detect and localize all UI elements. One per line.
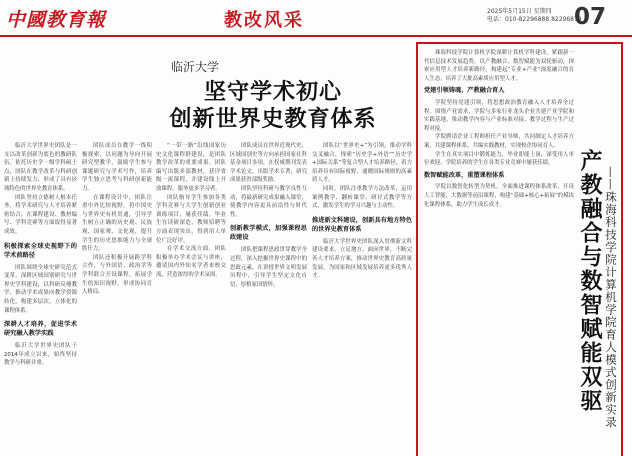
section-subhead: 数智赋能改革，重塑课程体系 (424, 171, 505, 179)
headline-line-2: 创新世界史教育体系 (169, 106, 377, 132)
article-column-5 (312, 142, 412, 455)
paragraph: 临沂大学世界史团队于2014年成立以来，始终坚持教学与科研并重。 (4, 343, 77, 367)
paragraph: 团队坚持立德树人根本任务，将学术研究与人才培养紧密结合，在课程建设、教材编写、学科竞赛等方面取得显著成效。 (4, 194, 77, 235)
paragraph: “一带一路”沿线国家历史文化课程群建设，是团队教学改革的重要成果。团队编写出版多部教材，获评省级一流课程，并建设线上开放课程，服务更多学习者。 (156, 143, 226, 192)
masthead-rule (0, 35, 632, 37)
paragraph: 临沂大学世界史团队是一支以改革创新为底色的教研队伍。依托历史学一级学科硕士点，团队在教学改革与科研创新上持续发力，形成了具有区域特色的世界史教育体系。 (4, 143, 77, 192)
section-subhead: 积极探索全球史视野下的学术前路径 (4, 242, 77, 259)
section-subhead: 深耕人才培养，促进学术研究融入教学实践 (4, 321, 77, 338)
article-column-2 (82, 142, 152, 455)
contact-phone: 电话：010-82296888 82296879 (487, 16, 582, 23)
section-subhead: 推进新文科建设，创新具有地方特色的世界史教育体系 (312, 216, 412, 233)
paragraph: 团队指导学生参加各类学科竞赛与大学生创新创业训练项目，屡获佳绩。毕业生在读研深造、教师招聘等方面表现突出，得到用人单位广泛好评。 (156, 194, 226, 244)
paragraph: 团队成员在世界近现代史、区域国别史等方向承担国家社科基金项目多项，在权威期刊发表学术论文，出版学术专著，研究成果获省部级奖励。 (230, 143, 307, 184)
paragraph: 在课程设计中，团队注重中外比较视野，将中国史与世界史有机贯通，引导学生树立正确的历史观、民族观、国家观、文化观，提升学生的历史思维能力与全球胜任力。 (82, 194, 152, 253)
feature-article-body (424, 49, 574, 456)
feature-title: 产教融合与数智赋能双驱 (577, 149, 603, 413)
article-column-4 (230, 142, 307, 455)
paragraph: 学院以数智化转型为契机，全面推进课程体系改革，开设人工智能、大数据等前沿课程，构建“基础+核心+拓展”的模块化课程体系，助力学生成长成才。 (424, 184, 574, 208)
section-subhead: 党建引领铸魂，产教融合育人 (424, 87, 505, 95)
article-column-1 (4, 142, 77, 455)
headline-line-1: 坚守学术初心 (203, 79, 342, 105)
paragraph: 团队成员在教学一线积极探索，以问题为导向开展研究型教学，鼓励学生参与课题研究与学术写作，培养学生独立思考与科研创新能力。 (82, 143, 152, 192)
paragraph: 团队坚持科研与教学良性互动，将最新研究成果融入课堂，使教学内容更具前沿性与时代性。 (230, 185, 307, 218)
paragraph: 同时，团队注重教学方法改革，运用案例教学、翻转课堂、研讨式教学等方式，激发学生的学习兴趣与主动性。 (312, 185, 412, 210)
article-column-3 (156, 142, 226, 455)
issue-date: 2025年5月15日 星期四 (487, 8, 552, 15)
feature-subtitle: ——珠海科技学院计算机学院育人模式创新实录 (604, 166, 618, 429)
paragraph: 团队围绕全球史研究范式变革，深耕区域国别研究与世界史学科建设，以科研反哺教学，推动学术成果向教学资源转化，构建多层次、立体化的课程体系。 (4, 264, 77, 314)
article-kicker: 临沂大学 (171, 60, 220, 74)
paragraph: 学生在真实项目中锻炼能力，毕业即能上岗，深受用人单位欢迎。学院培养的学生在各类专业竞赛中屡获佳绩。 (424, 151, 574, 167)
paragraph: 珠海科技学院计算机学院深耕计算机学科建设，紧跟新一代信息技术发展趋势，以产教融合、数智赋能为双轮驱动，探索应用型人才培养新路径，构建起“专业+产业”深度融合的育人生态，培养了大批高素质应用型人才。 (424, 50, 574, 82)
newspaper-logo: 中國教育報 (6, 9, 107, 31)
section-subhead: 创新教学模式，加强课程思政建设 (230, 225, 307, 242)
paragraph: 团队还积极开展跨学科合作，与外国语、政治学等学科联合开设课程，拓展学生的知识视野，形成协同育人格局。 (82, 254, 152, 296)
section-name: 教改风采 (224, 10, 304, 31)
page-number: 07 (574, 4, 607, 30)
paragraph: 团队以“世界史+”为引领，推动学科交叉融合，探索“历史学+外语”“历史学+国际关系”等复合型人才培养路径，着力培养具有国际视野、通晓国际规则的高素质人才。 (312, 143, 412, 184)
paragraph: 团队把课程思政贯穿教学全过程，深入挖掘世界史课程中的思政元素，在讲授世界文明发展历程中，引导学生坚定文化自信，厚植家国情怀。 (230, 247, 307, 288)
paragraph: 临沂大学世界史团队深入贯彻新文科建设要求，立足地方、面向世界，不断完善人才培养方案，推动世界史教育高质量发展，为国家和区域发展培养更多优秀人才。 (312, 238, 412, 280)
masthead (0, 0, 632, 38)
paragraph: 学院坚持党建引领，将思想政治教育融入人才培养全过程。围绕产业需求，学院与多家行业龙头企业共建产业学院和实践基地，推动教学内容与产业标准对接、教学过程与生产过程对接。 (424, 99, 574, 132)
issue-meta (487, 8, 582, 24)
article-headline (133, 79, 413, 133)
paragraph: 在学术交流方面，团队积极举办学术会议与讲座，邀请国内外知名学者来校交流，营造浓厚的学术氛围。 (156, 246, 226, 278)
paragraph: 学院聘请企业工程师担任产业导师，共同制定人才培养方案，共建课程体系，共编实践教材，实现校企协同育人。 (424, 134, 574, 149)
